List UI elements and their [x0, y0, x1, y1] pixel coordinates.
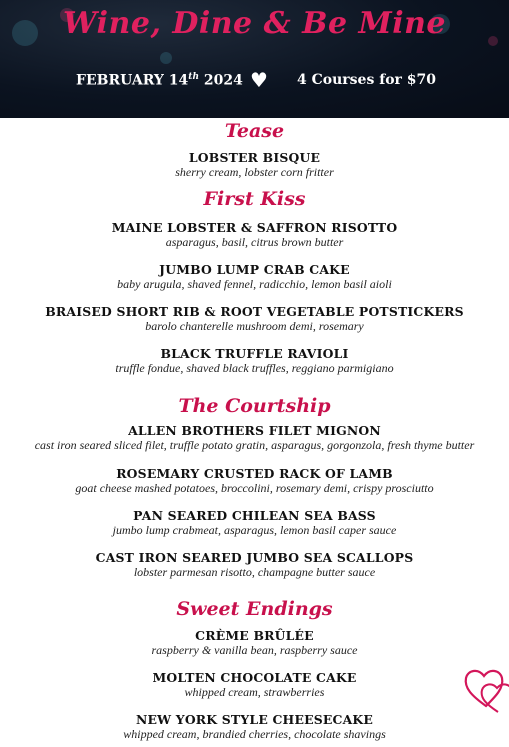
dish-name: BLACK TRUFFLE RAVIOLI	[160, 346, 349, 361]
dish-name: ALLEN BROTHERS FILET MIGNON	[128, 423, 381, 438]
dish-description: cast iron seared sliced filet, truffle potato gratin, asparagus, gorgonzola, fresh thyme butter	[34, 438, 475, 452]
dish-description: goat cheese mashed potatoes, broccolini, rosemary demi, crispy prosciutto	[75, 481, 434, 495]
dish-description: lobster parmesan risotto, champagne butter sauce	[133, 565, 376, 579]
dish-description: whipped cream, strawberries	[184, 685, 325, 699]
dish-description: baby arugula, shaved fennel, radicchio, lemon basil aioli	[117, 277, 392, 291]
dish-description: raspberry & vanilla bean, raspberry sauce	[151, 643, 358, 657]
dish-description: whipped cream, brandied cherries, chocolate shavings	[123, 727, 386, 741]
date-text: FEBRUARY 14	[76, 72, 189, 89]
section-title-first-kiss: First Kiss	[203, 188, 306, 210]
dish-name: NEW YORK STYLE CHEESECAKE	[135, 712, 374, 727]
dish-name: LOBSTER BISQUE	[188, 150, 321, 165]
section-title-courtship: The Courtship	[178, 395, 331, 417]
dish-name: PAN SEARED CHILEAN SEA BASS	[133, 508, 376, 523]
dish-name: MOLTEN CHOCOLATE CAKE	[152, 670, 357, 685]
section-title-sweet-endings: Sweet Endings	[176, 598, 333, 620]
menu-header	[0, 0, 509, 118]
dish-name: CAST IRON SEARED JUMBO SEA SCALLOPS	[95, 550, 414, 565]
double-heart-icon	[462, 656, 509, 716]
dish-description: barolo chanterelle mushroom demi, rosemary	[145, 319, 364, 333]
dish-name: ROSEMARY CRUSTED RACK OF LAMB	[116, 466, 393, 481]
dish-description: jumbo lump crabmeat, asparagus, lemon basil caper sauce	[112, 523, 397, 537]
dish-name: MAINE LOBSTER & SAFFRON RISOTTO	[111, 220, 398, 235]
dish-description: asparagus, basil, citrus brown butter	[165, 235, 344, 249]
dish-description: sherry cream, lobster corn fritter	[175, 165, 334, 179]
dish-name: BRAISED SHORT RIB & ROOT VEGETABLE POTSTICKERS	[45, 304, 464, 319]
date-year: 2024	[203, 72, 243, 89]
date-suffix: th	[188, 72, 199, 82]
event-date	[76, 72, 243, 89]
dish-description: truffle fondue, shaved black truffles, reggiano parmigiano	[115, 361, 394, 375]
heart-icon: ♥	[250, 68, 268, 92]
price-info: 4 Courses for $70	[297, 72, 437, 88]
bokeh-light	[160, 52, 172, 64]
dish-name: CRÈME BRÛLÉE	[195, 628, 314, 643]
header-info-row	[0, 68, 509, 94]
menu-title: Wine, Dine & Be Mine	[62, 6, 447, 41]
section-title-tease: Tease	[224, 120, 285, 142]
dish-name: JUMBO LUMP CRAB CAKE	[159, 262, 350, 277]
